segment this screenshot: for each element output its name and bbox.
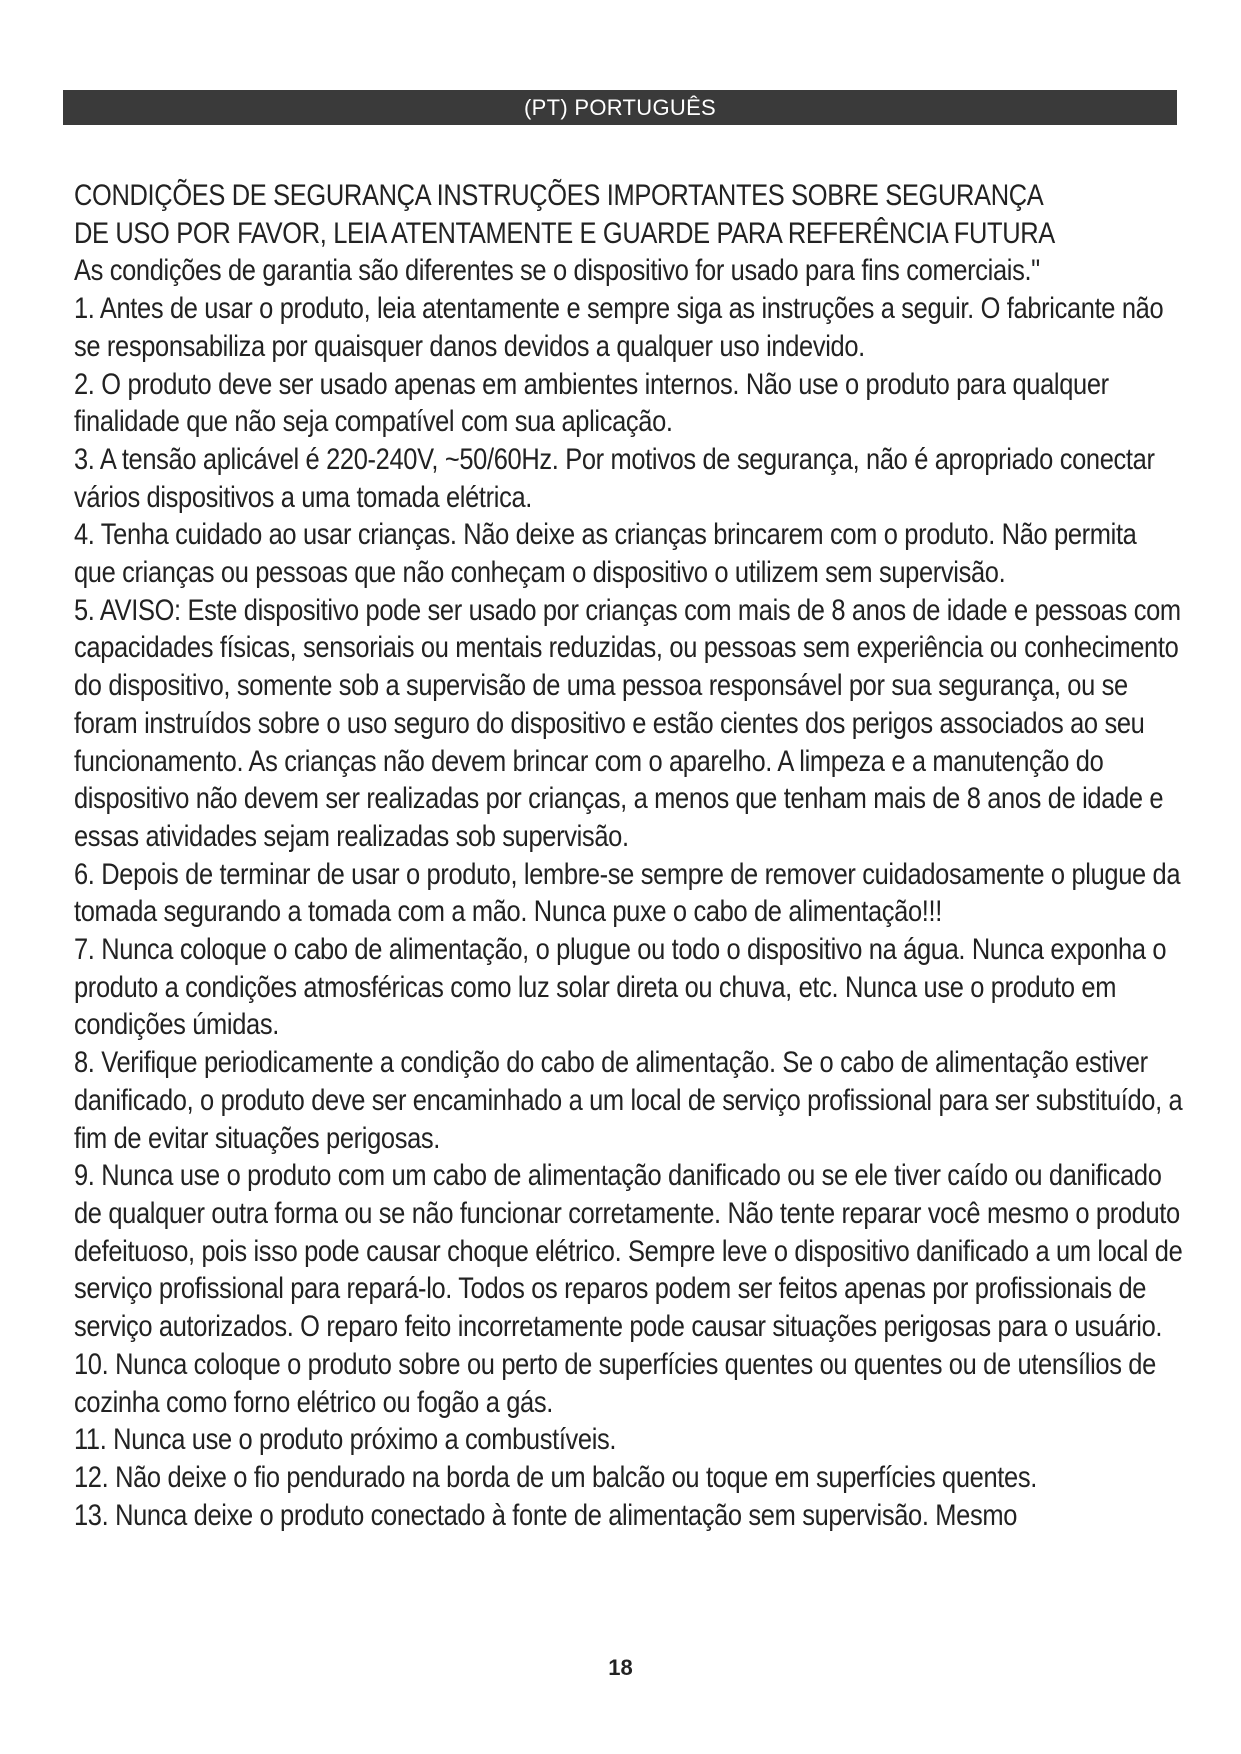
title-line-1: CONDIÇÕES DE SEGURANÇA INSTRUÇÕES IMPORTANTES SOBRE SEGURANÇA bbox=[74, 179, 1044, 212]
instruction-item-13: 13. Nunca deixe o produto conectado à fonte de alimentação sem supervisão. Mesmo bbox=[74, 1498, 1018, 1532]
warranty-note: As condições de garantia são diferentes se o dispositivo for usado para fins comerciais." bbox=[74, 254, 1040, 288]
instruction-item-11: 11. Nunca use o produto próximo a combustíveis. bbox=[74, 1423, 617, 1457]
language-header-bar: (PT) PORTUGUÊS bbox=[63, 90, 1177, 125]
title-line-2: DE USO POR FAVOR, LEIA ATENTAMENTE E GUARDE PARA REFERÊNCIA FUTURA bbox=[74, 216, 1055, 250]
instruction-item-6: 6. Depois de terminar de usar o produto, lembre-se sempre de remover cuidadosamente o plugue da tomada segurando a tomada com a mão. Nunca puxe o cabo de alimentação!!! bbox=[74, 857, 1181, 929]
instruction-item-8: 8. Verifique periodicamente a condição do cabo de alimentação. Se o cabo de alimentação estiver danificado, o produto deve ser encaminhado a um local de serviço profissional para ser substituído, a fim de evitar situações perigosas. bbox=[74, 1046, 1183, 1155]
safety-instructions-body bbox=[74, 177, 1183, 1534]
instruction-item-7: 7. Nunca coloque o cabo de alimentação, o plugue ou todo o dispositivo na água. Nunca exponha o produto a condições atmosféricas como luz solar direta ou chuva, etc. Nunca use o produto em condições úmidas. bbox=[74, 933, 1167, 1042]
instruction-item-1: 1. Antes de usar o produto, leia atentamente e sempre siga as instruções a seguir. O fabricante não se responsabiliza por quaisquer danos devidos a qualquer uso indevido. bbox=[74, 292, 1164, 363]
instruction-item-9: 9. Nunca use o produto com um cabo de alimentação danificado ou se ele tiver caído ou danificado de qualquer outra forma ou se não funcionar corretamente. Não tente reparar você mesmo o produto defeituoso, pois isso pode causar choque elétrico. Sempre leve o dispositivo danificado a um local de serviço profissional para repará-lo. Todos os reparos podem ser feitos apenas por profissionais de serviço autorizados. O reparo feito incorretamente pode causar situações perigosas para o usuário. bbox=[74, 1159, 1183, 1344]
instruction-item-5: 5. AVISO: Este dispositivo pode ser usado por crianças com mais de 8 anos de idade e pessoas com capacidades físicas, sensoriais ou mentais reduzidas, ou pessoas sem experiência ou conhecimento do dispositivo, somente sob a supervisão de uma pessoa responsável por sua segurança, ou se foram instruídos sobre o uso seguro do dispositivo e estão cientes dos perigos associados ao seu funcionamento. As crianças não devem brincar com o aparelho. A limpeza e a manutenção do dispositivo não devem ser realizadas por crianças, a menos que tenham mais de 8 anos de idade e essas atividades sejam realizadas sob supervisão. bbox=[74, 593, 1181, 853]
instruction-item-2: 2. O produto deve ser usado apenas em ambientes internos. Não use o produto para qualquer finalidade que não seja compatível com sua aplicação. bbox=[74, 367, 1109, 439]
instruction-item-4: 4. Tenha cuidado ao usar crianças. Não deixe as crianças brincarem com o produto. Não permita que crianças ou pessoas que não conheçam o dispositivo o utilizem sem supervisão. bbox=[74, 518, 1137, 590]
instruction-item-10: 10. Nunca coloque o produto sobre ou perto de superfícies quentes ou quentes ou de utensílios de cozinha como forno elétrico ou fogão a gás. bbox=[74, 1347, 1156, 1419]
instruction-item-3: 3. A tensão aplicável é 220-240V, ~50/60Hz. Por motivos de segurança, não é apropriado conectar vários dispositivos a uma tomada elétrica. bbox=[74, 442, 1155, 514]
instruction-item-12: 12. Não deixe o fio pendurado na borda de um balcão ou toque em superfícies quentes. bbox=[74, 1460, 1037, 1494]
page-number: 18 bbox=[608, 1655, 633, 1680]
